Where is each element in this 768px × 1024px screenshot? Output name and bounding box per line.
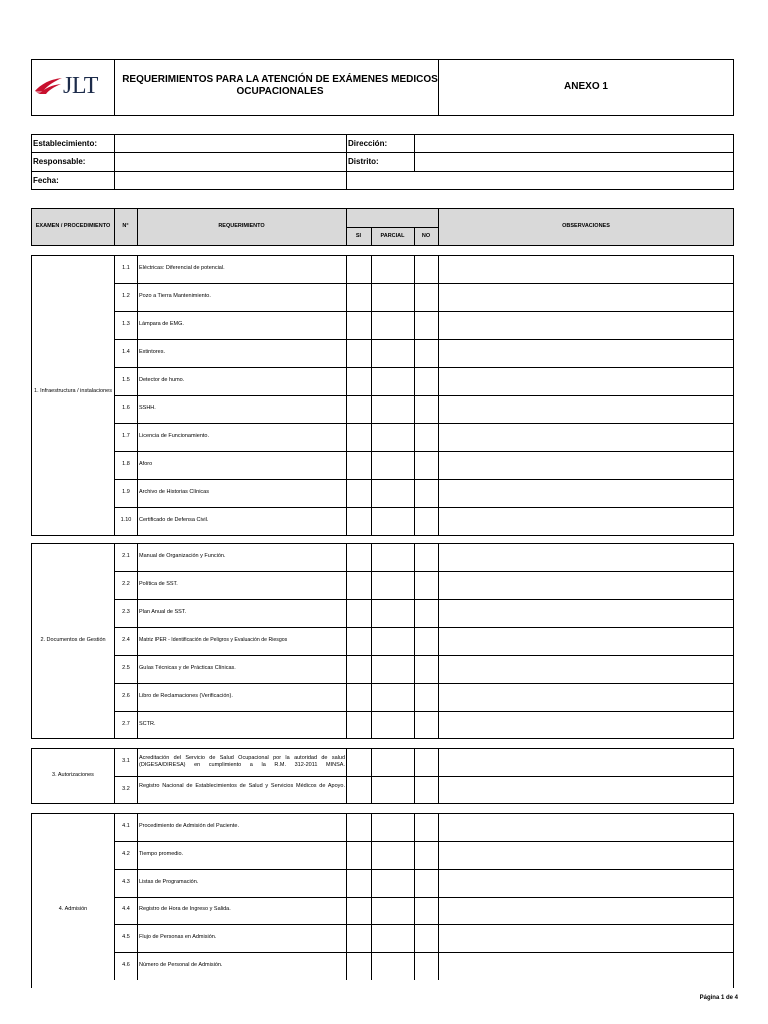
item-number: 4.3 bbox=[122, 879, 130, 885]
header-requirement: REQUERIMIENTO bbox=[218, 223, 265, 229]
requirement-text: Procedimiento de Admisión del Paciente. bbox=[139, 823, 239, 829]
page-number: Página 1 de 4 bbox=[699, 995, 738, 1001]
item-number: 2.4 bbox=[122, 637, 130, 643]
logo-text: JLT bbox=[63, 73, 98, 99]
requirement-text: Pozo a Tierra Mantenimiento. bbox=[139, 293, 211, 299]
item-number: 1.9 bbox=[122, 489, 130, 495]
section-title-infraestructura: 1. Infraestructura / instalaciones bbox=[34, 388, 112, 394]
requirement-text: SCTR. bbox=[139, 721, 156, 727]
requirement-text: Libro de Reclamaciones (Verificación). bbox=[139, 693, 233, 699]
header-exam: EXAMEN / PROCEDIMIENTO bbox=[35, 223, 111, 229]
item-number: 1.5 bbox=[122, 377, 130, 383]
item-number: 1.2 bbox=[122, 293, 130, 299]
requirement-text: Archivo de Historias Clínicas bbox=[139, 489, 209, 495]
requirement-text: Manual de Organización y Función. bbox=[139, 553, 226, 559]
requirement-text: Listas de Programación. bbox=[139, 879, 199, 885]
item-number: 2.1 bbox=[122, 553, 130, 559]
item-number: 2.6 bbox=[122, 693, 130, 699]
distrito-field[interactable] bbox=[415, 153, 733, 171]
section-title-autorizaciones: 3. Autorizaciones bbox=[52, 772, 94, 778]
item-number: 1.3 bbox=[122, 321, 130, 327]
distrito-label: Distrito: bbox=[348, 157, 379, 166]
item-number: 1.1 bbox=[122, 265, 130, 271]
header-num: N° bbox=[122, 223, 129, 229]
requirement-text: Certificado de Defensa Civil. bbox=[139, 517, 209, 523]
requirement-text: Registro de Hora de Ingreso y Salida. bbox=[139, 906, 231, 912]
requirement-text: Acreditación del Servicio de Salud Ocupacional por la autoridad de salud (DIGESA/DIRESA) en cumplimiento a la R.M. 312-2011 MINSA. bbox=[139, 755, 345, 768]
item-number: 2.7 bbox=[122, 721, 130, 727]
item-number: 1.10 bbox=[120, 517, 132, 523]
item-number: 3.1 bbox=[122, 758, 130, 764]
jlt-logo bbox=[33, 72, 111, 102]
header-parcial: PARCIAL bbox=[380, 233, 405, 239]
fecha-label: Fecha: bbox=[33, 176, 59, 185]
section-title-admision: 4. Admisión bbox=[58, 906, 88, 912]
item-number: 1.6 bbox=[122, 405, 130, 411]
item-number: 4.1 bbox=[122, 823, 130, 829]
requirement-text: SSHH. bbox=[139, 405, 156, 411]
requirement-text: Lámpara de EMG. bbox=[139, 321, 184, 327]
annex-label: ANEXO 1 bbox=[564, 81, 608, 92]
item-number: 1.8 bbox=[122, 461, 130, 467]
item-number: 4.5 bbox=[122, 934, 130, 940]
requirement-text: Matriz IPER - Identificación de Peligros y Evaluación de Riesgos bbox=[139, 637, 288, 643]
item-number: 4.4 bbox=[122, 906, 130, 912]
requirement-text: Detector de humo. bbox=[139, 377, 185, 383]
item-number: 1.4 bbox=[122, 349, 130, 355]
header-observations: OBSERVACIONES bbox=[562, 223, 610, 229]
responsable-field[interactable] bbox=[115, 153, 345, 171]
requirement-text: Aforo bbox=[139, 461, 153, 467]
establecimiento-field[interactable] bbox=[115, 135, 345, 152]
document-title: REQUERIMIENTOS PARA LA ATENCIÓN DE EXÁMENES MEDICOS OCUPACIONALES bbox=[122, 74, 438, 97]
requirement-text: Tiempo promedio. bbox=[139, 851, 184, 857]
requirement-text: Número de Personal de Admisión. bbox=[139, 962, 223, 968]
requirement-text: Plan Anual de SST. bbox=[139, 609, 187, 615]
item-number: 2.3 bbox=[122, 609, 130, 615]
direccion-label: Dirección: bbox=[348, 139, 388, 148]
requirement-text: Registro Nacional de Establecimientos de Salud y Servicios Médicos de Apoyo. bbox=[139, 783, 345, 789]
item-number: 2.2 bbox=[122, 581, 130, 587]
requirement-text: Guías Técnicas y de Prácticas Clínicas. bbox=[139, 665, 236, 671]
responsable-label: Responsable: bbox=[33, 157, 86, 166]
item-number: 2.5 bbox=[122, 665, 130, 671]
establecimiento-label: Establecimiento: bbox=[33, 139, 98, 148]
item-number: 3.2 bbox=[122, 786, 130, 792]
requirement-text: Política de SST. bbox=[139, 581, 178, 587]
section-title-documentos: 2. Documentos de Gestión bbox=[40, 637, 106, 643]
fecha-field[interactable] bbox=[115, 172, 345, 189]
requirement-text: Flujo de Personas en Admisión. bbox=[139, 934, 217, 940]
item-number: 1.7 bbox=[122, 433, 130, 439]
item-number: 4.2 bbox=[122, 851, 130, 857]
direccion-field[interactable] bbox=[415, 135, 733, 152]
requirement-text: Extintores. bbox=[139, 349, 165, 355]
item-number: 4.6 bbox=[122, 962, 130, 968]
header-si: SI bbox=[355, 233, 362, 239]
requirement-text: Eléctricas: Diferencial de potencial. bbox=[139, 265, 225, 271]
requirement-text: Licencia de Funcionamiento. bbox=[139, 433, 210, 439]
header-no: NO bbox=[421, 233, 431, 239]
